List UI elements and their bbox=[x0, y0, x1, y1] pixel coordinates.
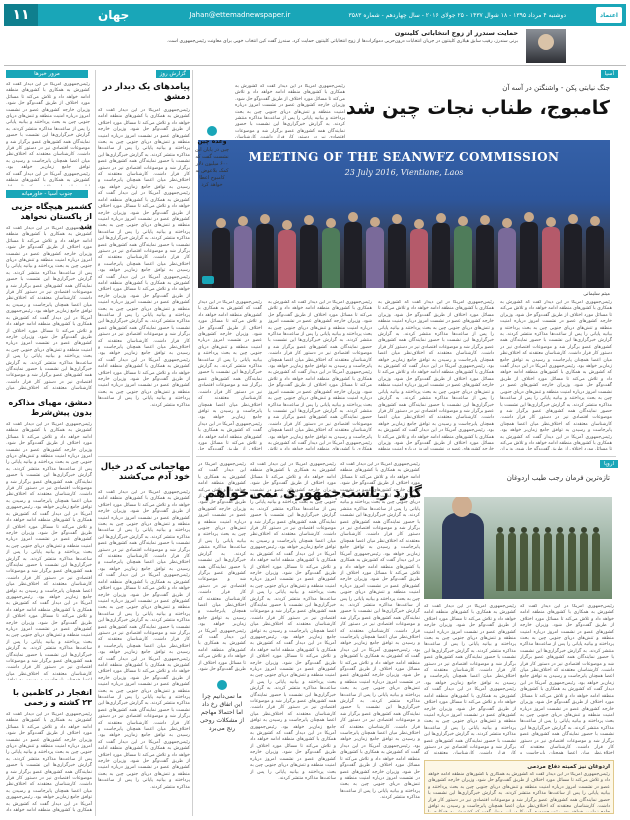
europe-story-sidebox bbox=[424, 760, 614, 814]
europe-story-kicker: تازه‌ترین فرمان رجب طیب اردوغان bbox=[506, 474, 610, 482]
main-story-kicker: جنگ نیابتی پکن - واشنگتن در آسه آن bbox=[502, 84, 610, 92]
camera-icon bbox=[202, 276, 214, 284]
sidebar-headline-2[interactable]: دمشق، مهیای مذاکره بدون پیش‌شرط bbox=[8, 398, 92, 417]
photo-people-row bbox=[198, 198, 610, 288]
sidebar-headline-3[interactable]: انفجار در کاظمین با ۲۳ کشته و زخمی bbox=[13, 688, 92, 707]
sidebar-body-2 bbox=[6, 422, 92, 680]
main-story-photo[interactable] bbox=[198, 140, 610, 288]
europe-story-body-col2 bbox=[424, 604, 516, 754]
pull-quote-text: چین در پایان این نشست گفت که ۶۰۰ میلیون دلار کمک بلاعوض به کامبوج اعطا خواهد کرد bbox=[195, 147, 229, 188]
page-number: ١١ bbox=[4, 4, 38, 26]
sidebar-headline-1[interactable]: کشمیر هیچگاه جزیی از پاکستان نخواهد شد bbox=[11, 202, 92, 231]
middle-story-headline[interactable]: مهاجمانی که در خیال خود آدم می‌کشند bbox=[100, 462, 190, 482]
main-story-body-col1 bbox=[500, 300, 612, 450]
top-story-title: حمایت سندرز از زوج انتخاباتی کلینتون bbox=[394, 29, 518, 37]
top-story-box bbox=[4, 28, 626, 66]
main-story-headline[interactable]: کامبوج، طناب نجات چین شد bbox=[345, 97, 610, 119]
europe-label: اروپا bbox=[600, 460, 618, 468]
main-story-body-lead bbox=[235, 84, 345, 138]
photo-banner-title: MEETING OF THE SEANWFZ COMMISSION bbox=[248, 150, 560, 164]
section-divider bbox=[196, 456, 616, 457]
europe-story-body-col1 bbox=[520, 604, 614, 754]
quote-icon bbox=[207, 126, 217, 136]
news-brief-body bbox=[6, 82, 90, 186]
page-header bbox=[4, 4, 626, 26]
main-story-body-col4 bbox=[198, 300, 262, 450]
europe-story-photo[interactable] bbox=[424, 497, 612, 599]
south-asia-label: جنوب آسیا - خاورمیانه bbox=[6, 190, 88, 198]
person-figure bbox=[442, 513, 484, 599]
sidebox-body bbox=[428, 772, 610, 812]
main-story-body-col2 bbox=[378, 300, 494, 450]
section-title: جهان bbox=[98, 8, 130, 22]
top-story-body: برنی سندرز، رقیب سابق هیلاری کلینتون در جریان انتخابات درون‌حزبی دموکرات‌ها از زوج انتخاباتی کلینتون حمایت کرد. سندرز گفت کین انتخاب خوبی برای معاونت رئیس‌جمهوری است. bbox=[166, 39, 518, 44]
section-email[interactable]: Jahan@ettemadnewspaper.ir bbox=[189, 11, 291, 19]
column-divider bbox=[95, 70, 96, 816]
quote-icon bbox=[217, 680, 227, 690]
sidebar-body-3 bbox=[6, 712, 92, 814]
main-story-author: میثم سلیمانی bbox=[583, 292, 610, 297]
middle-story-body-col2 bbox=[250, 462, 336, 814]
top-story-photo bbox=[526, 29, 566, 63]
sidebox-title: اردوغان نیز کمیته دفاع مردمی bbox=[527, 764, 610, 770]
middle-story-body-col3 bbox=[340, 462, 420, 814]
asia-label: آسیا bbox=[601, 70, 618, 78]
column-divider bbox=[192, 70, 193, 816]
pull-quote bbox=[195, 124, 229, 234]
main-story-body-col3 bbox=[268, 300, 372, 450]
europe-story-headline[interactable]: گارد ریاست‌جمهوری نمی‌خواهم bbox=[204, 485, 422, 501]
vertical-pull-quote bbox=[198, 680, 246, 810]
sidebar-body-1 bbox=[6, 226, 92, 392]
newspaper-logo: اعتماد bbox=[596, 7, 622, 23]
section-divider bbox=[98, 456, 190, 457]
opinion-headline[interactable]: پیامدهای یک دیدار در دمشق bbox=[102, 82, 190, 102]
issue-date-line: دوشنبه ۴ مرداد ۱۳۹۵ - ۱۸ شوال ۱۴۳۷ - ۲۵ جولای ۲۰۱۶ - سال چهاردهم - شماره ۳۵۸۳ bbox=[348, 11, 566, 19]
opinion-body bbox=[98, 108, 190, 450]
middle-story-body bbox=[98, 490, 190, 814]
pull-quote-title: وعده چین bbox=[197, 138, 227, 145]
photo-banner-subtitle: 23 July 2016, Vientiane, Laos bbox=[344, 168, 464, 177]
opinion-label: گزارش روز bbox=[156, 70, 190, 78]
vertical-quote-text: ما نمی‌دانیم چرا این اتفاق رخ داد اما احتمالا مهاجم از مشکلات روحی رنج می‌برد bbox=[200, 693, 244, 732]
news-brief-label: مرور خبرها bbox=[6, 70, 88, 78]
